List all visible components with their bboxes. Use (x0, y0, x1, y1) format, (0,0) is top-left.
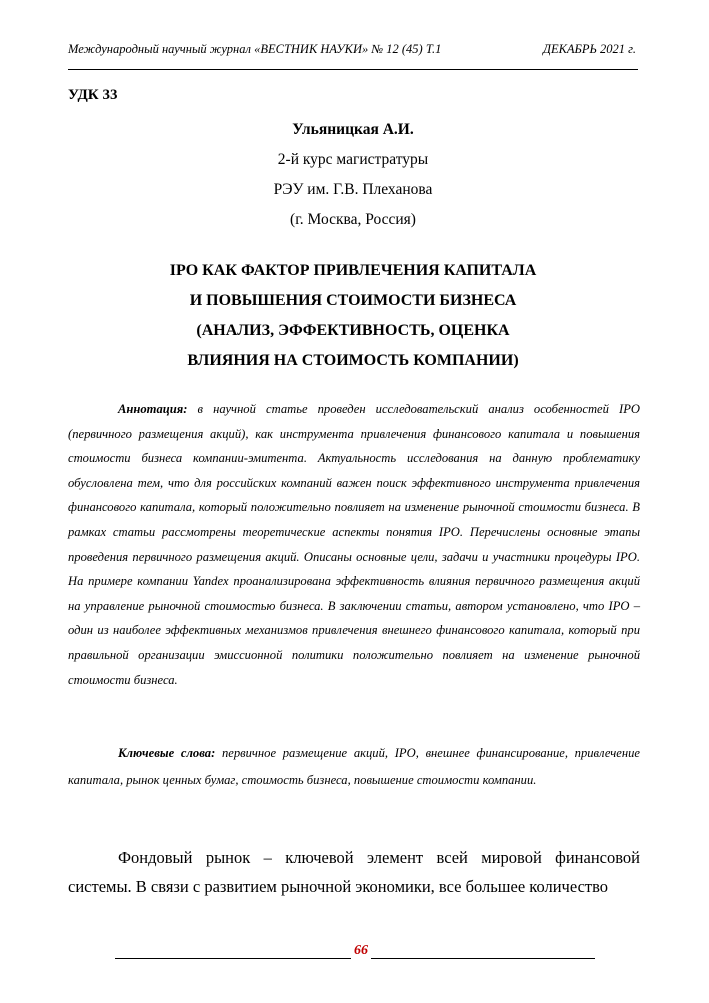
title-line: И ПОВЫШЕНИЯ СТОИМОСТИ БИЗНЕСА (189, 292, 517, 309)
title-line: (АНАЛИЗ, ЭФФЕКТИВНОСТЬ, ОЦЕНКА (196, 322, 510, 339)
page-number: 66 (354, 943, 368, 958)
keywords-label: Ключевые слова: (118, 746, 216, 760)
journal-name: Международный научный журнал «ВЕСТНИК НАУКИ» № 12 (45) Т.1 (68, 42, 442, 56)
article-title (68, 256, 638, 376)
footer-rule-left (115, 958, 351, 959)
keywords-text: первичное размещение акций, IPO, внешнее финансирование, привлечение капитала, рынок ценных бумаг, стоимость бизнеса, повышение стоимости компании. (68, 746, 640, 787)
abstract (68, 397, 640, 692)
author-city: (г. Москва, Россия) (290, 211, 416, 228)
body-paragraph: Фондовый рынок – ключевой элемент всей мировой финансовой системы. В связи с развитием рыночной экономики, все большее количество (68, 848, 640, 896)
title-line: ВЛИЯНИЯ НА СТОИМОСТЬ КОМПАНИИ) (187, 352, 519, 369)
author-name: Ульяницкая А.И. (292, 121, 414, 138)
header-rule (68, 69, 638, 70)
page-footer (115, 943, 595, 961)
author-university: РЭУ им. Г.В. Плеханова (273, 181, 433, 198)
issue-date: ДЕКАБРЬ 2021 г. (543, 42, 636, 56)
udk-code: УДК 33 (68, 87, 118, 103)
abstract-text: в научной статье проведен исследовательский анализ особенностей IPO (первичного размещения акций), как инструмента привлечения финансового капитала и повышения стоимости бизнеса компании-эмитента. Актуальность исследования на данную проблематику обусловлена тем, что для российских компаний важен поиск эффективного инструмента привлечения финансового капитала, который положительно повлияет на изменение рыночной стоимости бизнеса. В рамках статьи рассмотрены теоретические аспекты понятия IPO. Перечислены основные этапы проведения первичного размещения акций. Описаны основные цели, задачи и участники процедуры IPO. На примере компании Yandex проанализирована эффективность влияния первичного размещения акций на управление рыночной стоимостью бизнеса. В заключении статьи, автором установлено, что IPO – один из наиболее эффективных механизмов привлечения внешнего финансового капитала, который при правильной организации эмиссионной политики положительно повлияет на изменение рыночной стоимости бизнеса. (68, 402, 640, 687)
keywords (68, 740, 640, 794)
footer-rule-right (371, 958, 595, 959)
author-position: 2-й курс магистратуры (277, 151, 429, 168)
abstract-label: Аннотация: (118, 402, 188, 416)
title-line: IPO КАК ФАКТОР ПРИВЛЕЧЕНИЯ КАПИТАЛА (169, 262, 537, 279)
author-block (68, 115, 638, 235)
